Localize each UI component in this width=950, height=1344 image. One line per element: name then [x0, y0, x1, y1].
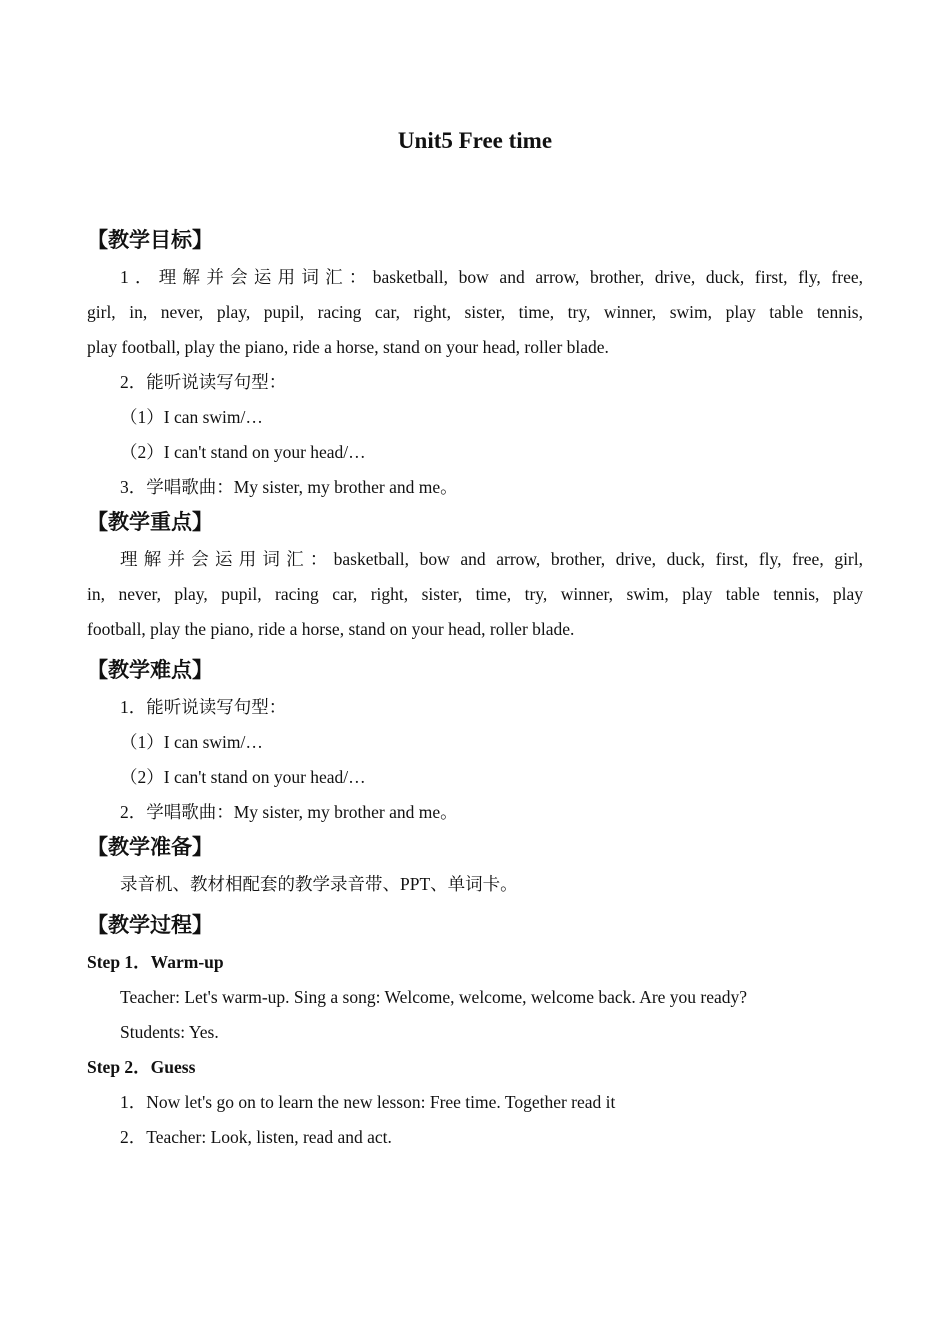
- objectives-item-3: 3．学唱歌曲：My sister, my brother and me。: [120, 477, 458, 497]
- page-title: Unit5 Free time: [397, 128, 553, 153]
- difficulties-item-2: 2．学唱歌曲：My sister, my brother and me。: [120, 802, 458, 822]
- step-2-item-2: 2．Teacher: Look, listen, read and act.: [120, 1127, 392, 1147]
- objectives-item-2: 2．能听说读写句型：: [120, 372, 287, 392]
- step-1-students-line: Students: Yes.: [120, 1022, 219, 1042]
- document-body: [87, 223, 863, 1155]
- difficulties-heading: 【教学难点】: [87, 658, 213, 682]
- step-2-title: Step 2．Guess: [87, 1057, 196, 1077]
- difficulties-sentence-1: （1）I can swim/…: [120, 732, 263, 752]
- objectives-vocab-line-2: girl, in, never, play, pupil, racing car, right, sister, time, try, winner, swim, play table tennis,: [87, 302, 863, 322]
- step-2-item-1: 1．Now let's go on to learn the new lesson: Free time. Together read it: [120, 1092, 616, 1112]
- key-points-line-2: in, never, play, pupil, racing car, right, sister, time, try, winner, swim, play table tennis, play: [87, 584, 863, 604]
- step-1-title: Step 1．Warm-up: [87, 952, 224, 972]
- objectives-sentence-2: （2）I can't stand on your head/…: [120, 442, 366, 462]
- objectives-sentence-1: （1）I can swim/…: [120, 407, 263, 427]
- key-points-line-3: football, play the piano, ride a horse, stand on your head, roller blade.: [87, 619, 575, 639]
- difficulties-sentence-2: （2）I can't stand on your head/…: [120, 767, 366, 787]
- key-points-heading: 【教学重点】: [87, 510, 213, 534]
- objectives-vocab-line-1: 1．理解并会运用词汇：basketball, bow and arrow, brother, drive, duck, first, fly, free,: [120, 267, 863, 287]
- objectives-heading: 【教学目标】: [87, 228, 213, 252]
- preparation-text: 录音机、教材相配套的教学录音带、PPT、单词卡。: [120, 874, 518, 894]
- objectives-vocab-line-3: play football, play the piano, ride a horse, stand on your head, roller blade.: [87, 337, 609, 357]
- key-points-line-1: 理解并会运用词汇：basketball, bow and arrow, brother, drive, duck, first, fly, free, girl,: [120, 549, 863, 569]
- process-heading: 【教学过程】: [87, 913, 213, 937]
- step-1-teacher-line: Teacher: Let's warm-up. Sing a song: Welcome, welcome, welcome back. Are you ready?: [120, 987, 748, 1007]
- preparation-heading: 【教学准备】: [87, 835, 213, 859]
- difficulties-item-1: 1．能听说读写句型：: [120, 697, 287, 717]
